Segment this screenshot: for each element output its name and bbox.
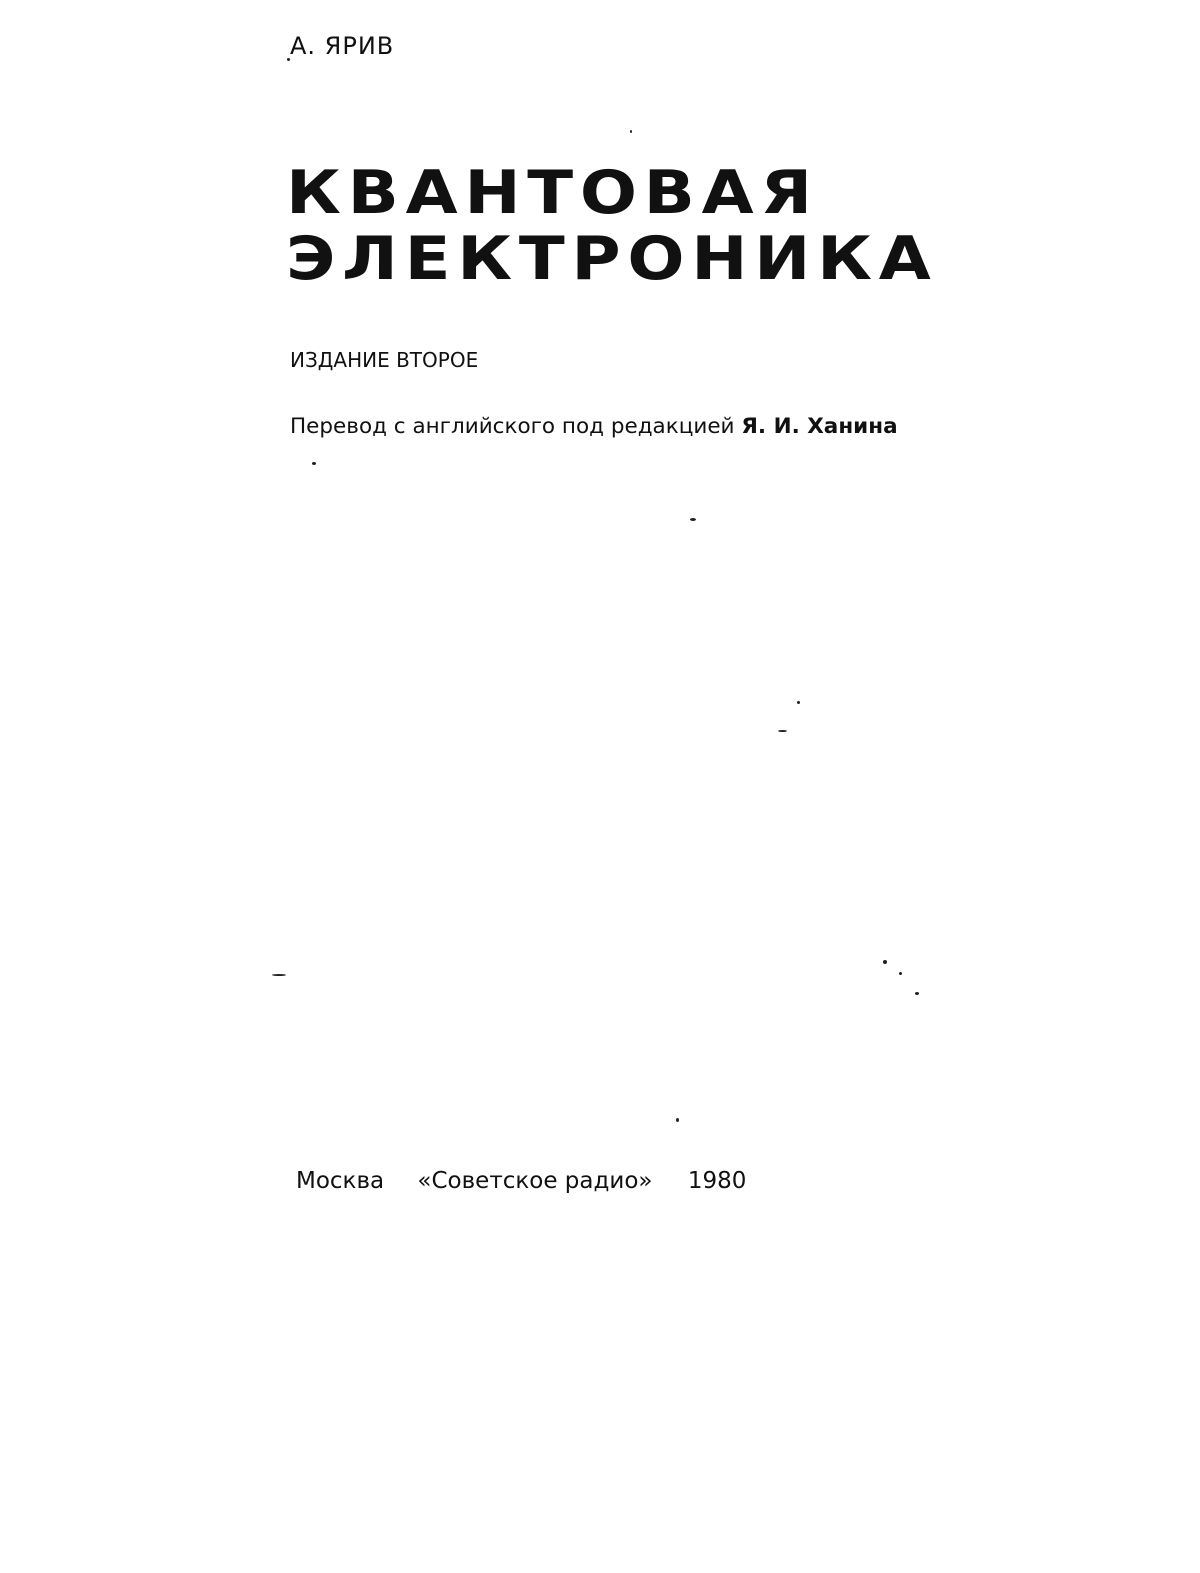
imprint-year: 1980 — [687, 1168, 747, 1194]
scan-speck — [797, 701, 800, 704]
book-title-line-2: ЭЛЕКТРОНИКА — [286, 224, 938, 294]
scan-speck — [676, 1118, 679, 1122]
scan-speck — [778, 730, 787, 732]
scan-speck — [287, 58, 290, 61]
imprint-publisher: «Советское радио» — [417, 1168, 653, 1194]
book-title — [286, 158, 938, 294]
scan-speck — [630, 130, 632, 133]
author-name: А. ЯРИВ — [290, 32, 395, 60]
scan-speck — [312, 462, 316, 465]
book-title-line-1: КВАНТОВАЯ — [286, 158, 819, 228]
translation-note — [290, 414, 898, 439]
scan-speck — [915, 992, 919, 995]
scan-speck — [272, 974, 286, 976]
translation-editor: Я. И. Ханина — [741, 414, 898, 439]
translation-prefix: Перевод с английского под редакцией — [290, 414, 735, 439]
scan-speck — [899, 972, 902, 975]
imprint — [296, 1168, 746, 1194]
imprint-city: Москва — [296, 1168, 385, 1194]
edition-label: ИЗДАНИЕ ВТОРОЕ — [290, 348, 479, 372]
scan-speck — [883, 960, 887, 964]
scan-speck — [690, 518, 696, 521]
